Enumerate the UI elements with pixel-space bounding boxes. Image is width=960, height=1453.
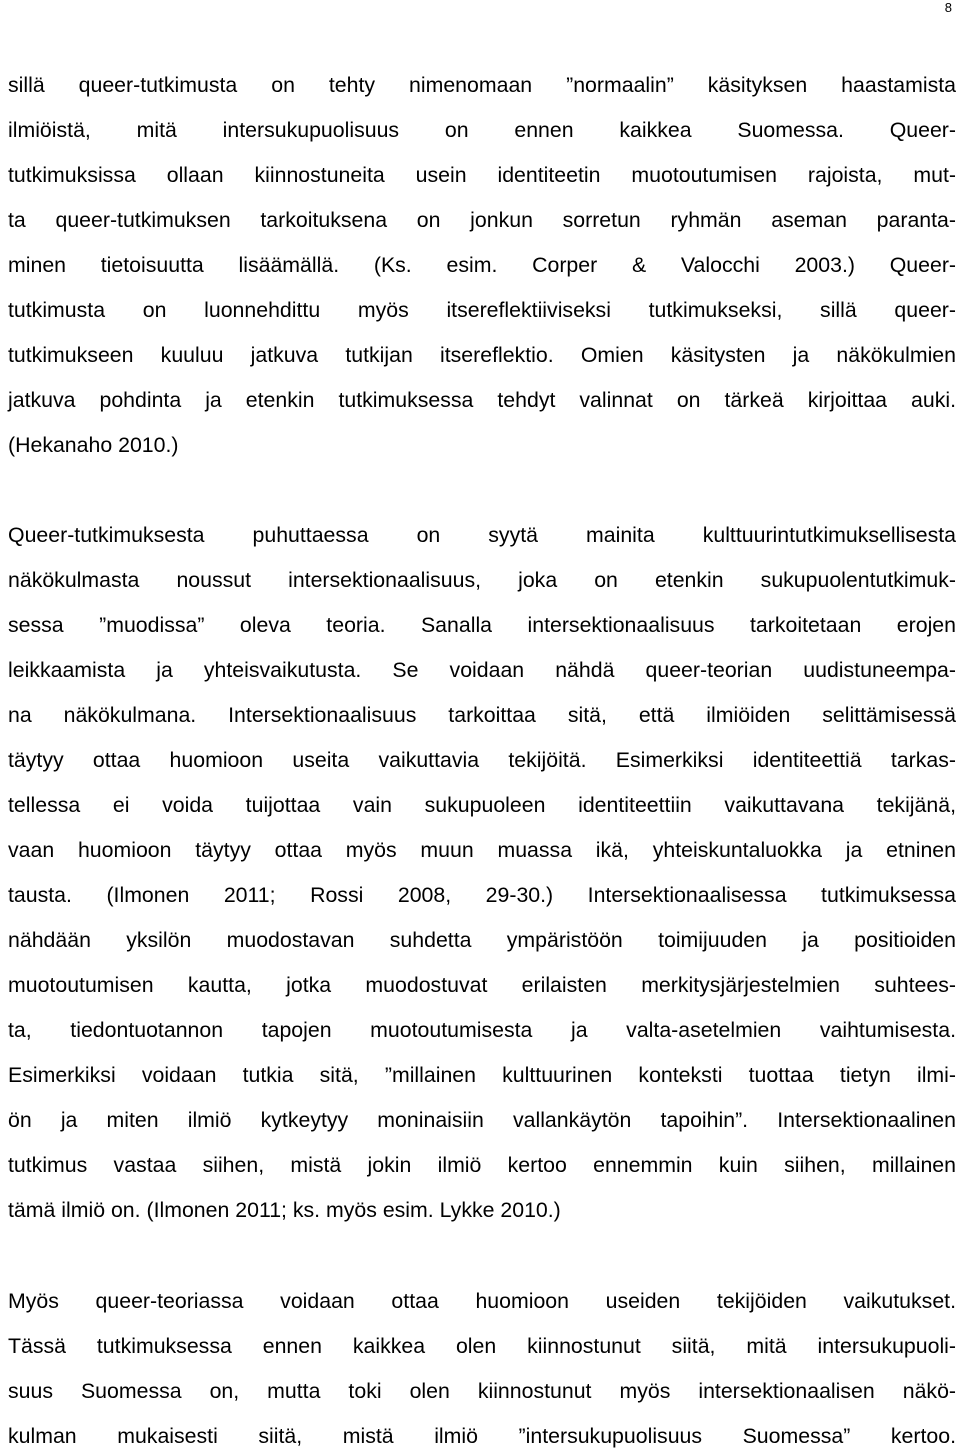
text-line: tämä ilmiö on. (Ilmonen 2011; ks. myös esim. Lykke 2010.) — [8, 1198, 561, 1222]
text-line: ta queer-tutkimuksen tarkoituksena on jonkun sorretun ryhmän aseman paranta- — [8, 208, 956, 232]
text-line: jatkuva pohdinta ja etenkin tutkimuksessa tehdyt valinnat on tärkeä kirjoittaa auki. — [8, 388, 956, 412]
text-line: Myös queer-teoriassa voidaan ottaa huomioon useiden tekijöiden vaikutukset. — [8, 1289, 956, 1313]
text-line: Tässä tutkimuksessa ennen kaikkea olen kiinnostunut siitä, mitä intersukupuoli- — [8, 1334, 956, 1358]
text-line: tutkimus vastaa siihen, mistä jokin ilmiö kertoo ennemmin kuin siihen, millainen — [8, 1153, 956, 1177]
text-line: leikkaamista ja yhteisvaikutusta. Se voidaan nähdä queer-teorian uudistuneempa- — [8, 658, 956, 682]
text-line: Esimerkiksi voidaan tutkia sitä, ”millainen kulttuurinen konteksti tuottaa tietyn ilmi- — [8, 1063, 956, 1087]
text-line: kulman mukaisesti siitä, mistä ilmiö ”intersukupuolisuus Suomessa” kertoo. — [8, 1424, 956, 1448]
text-line: ilmiöistä, mitä intersukupuolisuus on ennen kaikkea Suomessa. Queer- — [8, 118, 956, 142]
text-line: vaan huomioon täytyy ottaa myös muun muassa ikä, yhteiskuntaluokka ja etninen — [8, 838, 956, 862]
text-line: (Hekanaho 2010.) — [8, 433, 179, 457]
text-line: suus Suomessa on, mutta toki olen kiinnostunut myös intersektionaalisen näkö- — [8, 1379, 956, 1403]
text-line: ön ja miten ilmiö kytkeytyy moninaisiin vallankäytön tapoihin”. Intersektionaalinen — [8, 1108, 956, 1132]
text-line: ta, tiedontuotannon tapojen muotoutumisesta ja valta-asetelmien vaihtumisesta. — [8, 1018, 956, 1042]
text-line: minen tietoisuutta lisäämällä. (Ks. esim. Corper & Valocchi 2003.) Queer- — [8, 253, 956, 277]
text-line: sillä queer-tutkimusta on tehty nimenomaan ”normaalin” käsityksen haastamista — [8, 73, 956, 97]
text-line: tellessa ei voida tuijottaa vain sukupuoleen identiteettiin vaikuttavana tekijänä, — [8, 793, 956, 817]
text-line: tutkimuksissa ollaan kiinnostuneita usein identiteetin muotoutumisen rajoista, mut- — [8, 163, 956, 187]
text-line: muotoutumisen kautta, jotka muodostuvat erilaisten merkitysjärjestelmien suhtees- — [8, 973, 956, 997]
text-line: sessa ”muodissa” oleva teoria. Sanalla intersektionaalisuus tarkoitetaan erojen — [8, 613, 956, 637]
text-line: täytyy ottaa huomioon useita vaikuttavia tekijöitä. Esimerkiksi identiteettiä tarkas- — [8, 748, 956, 772]
text-line: Queer-tutkimuksesta puhuttaessa on syytä mainita kulttuurintutkimuksellisesta — [8, 523, 956, 547]
text-line: tausta. (Ilmonen 2011; Rossi 2008, 29-30.) Intersektionaalisessa tutkimuksessa — [8, 883, 956, 907]
text-line: tutkimusta on luonnehdittu myös itsereflektiiviseksi tutkimukseksi, sillä queer- — [8, 298, 956, 322]
text-line: nähdään yksilön muodostavan suhdetta ympäristöön toimijuuden ja positioiden — [8, 928, 956, 952]
text-line: na näkökulmana. Intersektionaalisuus tarkoittaa sitä, että ilmiöiden selittämisessä — [8, 703, 956, 727]
page-number: 8 — [944, 0, 952, 15]
text-line: näkökulmasta noussut intersektionaalisuus, joka on etenkin sukupuolentutkimuk- — [8, 568, 956, 592]
text-line: tutkimukseen kuuluu jatkuva tutkijan itsereflektio. Omien käsitysten ja näkökulmien — [8, 343, 956, 367]
